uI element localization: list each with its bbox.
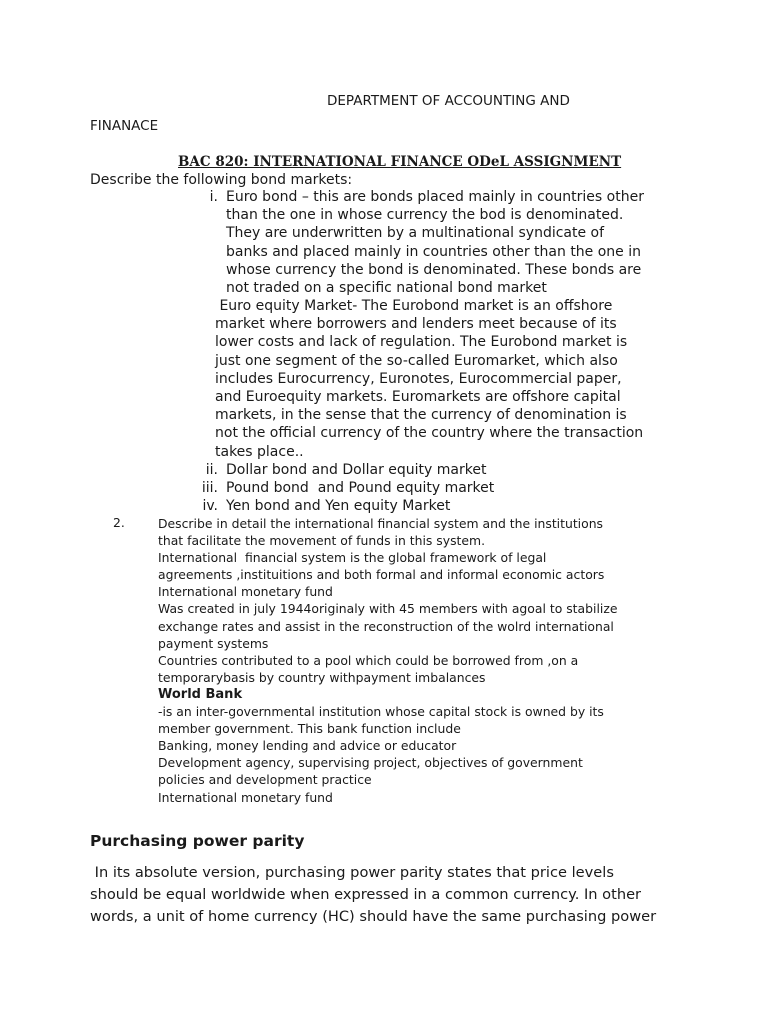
paragraph-line: just one segment of the so-called Euromarket, which also <box>215 352 618 369</box>
department-heading: DEPARTMENT OF ACCOUNTING AND <box>327 93 570 109</box>
q2-line: Describe in detail the international financial system and the institutions <box>158 516 604 531</box>
paragraph-line: Euro equity Market- The Eurobond market is an offshore <box>215 298 613 314</box>
paragraph-line: market where borrowers and lenders meet because of its <box>215 316 617 333</box>
ppp-line: In its absolute version, purchasing power parity states that price levels <box>90 864 614 881</box>
q2-line: that facilitate the movement of funds in this system. <box>158 533 486 549</box>
q2-line: Development agency, supervising project, objectives of government <box>158 755 583 771</box>
ppp-paragraph <box>90 862 656 928</box>
paragraph-line: not the official currency of the country where the transaction <box>215 425 644 442</box>
q2-line: Countries contributed to a pool which could be borrowed from ,on a <box>158 652 579 668</box>
roman-numeral: i. <box>209 189 218 205</box>
q2-line: agreements ,instituitions and both formal and informal economic actors <box>158 567 605 583</box>
q2-line: payment systems <box>158 635 269 651</box>
paragraph-line: lower costs and lack of regulation. The Eurobond market is <box>215 334 628 351</box>
item-line: They are underwritten by a multinational syndicate of <box>226 225 605 242</box>
item-line: banks and placed mainly in countries other than the one in <box>226 243 642 260</box>
q2-line: temporarybasis by country withpayment imbalances <box>158 669 486 685</box>
ppp-line: words, a unit of home currency (HC) should have the same purchasing power <box>90 908 657 925</box>
q2-line: -is an inter-governmental institution whose capital stock is owned by its <box>158 704 604 720</box>
roman-numeral: iii. <box>201 480 218 497</box>
q2-line: member government. This bank function include <box>158 721 461 737</box>
question-2-number: 2. <box>113 515 125 530</box>
roman-item-i <box>0 188 768 298</box>
q2-line: Was created in july 1944originaly with 45 members with agoal to stabilize <box>158 601 618 617</box>
q2-line: Banking, money lending and advice or educator <box>158 738 457 754</box>
q2-line: exchange rates and assist in the reconstruction of the wolrd international <box>158 618 614 634</box>
item-line: not traded on a specific national bond market <box>226 280 547 296</box>
paragraph-line: markets, in the sense that the currency of denomination is <box>215 407 627 424</box>
ppp-heading: Purchasing power parity <box>90 832 305 850</box>
q2-line: policies and development practice <box>158 772 372 788</box>
q2-line: International monetary fund <box>158 789 333 805</box>
ppp-line: should be equal worldwide when expressed in a common currency. In other <box>90 886 642 903</box>
world-bank-heading: World Bank <box>158 686 243 702</box>
question-1-prompt: Describe the following bond markets: <box>90 172 353 188</box>
item-text: Yen bond and Yen equity Market <box>226 498 451 515</box>
item-text: Pound bond and Pound equity market <box>226 480 495 497</box>
department-heading-continued: FINANACE <box>90 118 159 134</box>
item-line: whose currency the bond is denominated. These bonds are <box>226 261 642 278</box>
q2-line: International monetary fund <box>158 584 333 600</box>
euro-equity-paragraph <box>215 297 643 461</box>
item-text: Dollar bond and Dollar equity market <box>226 462 487 478</box>
roman-numeral: ii. <box>205 462 218 478</box>
q2-line: International financial system is the global framework of legal <box>158 550 547 566</box>
paragraph-line: includes Eurocurrency, Euronotes, Eurocommercial paper, <box>215 370 622 387</box>
paragraph-line: takes place.. <box>215 443 304 460</box>
course-title: BAC 820: INTERNATIONAL FINANCE ODeL ASSIGNMENT <box>178 154 622 170</box>
roman-numeral: iv. <box>202 498 218 515</box>
item-line: Euro bond – this are bonds placed mainly in countries other <box>226 189 644 205</box>
roman-items-ii-iv <box>0 461 768 517</box>
question-2-body <box>158 515 617 806</box>
item-line: than the one in whose currency the bod is denominated. <box>226 207 624 224</box>
paragraph-line: and Euroequity markets. Euromarkets are offshore capital <box>215 389 621 406</box>
